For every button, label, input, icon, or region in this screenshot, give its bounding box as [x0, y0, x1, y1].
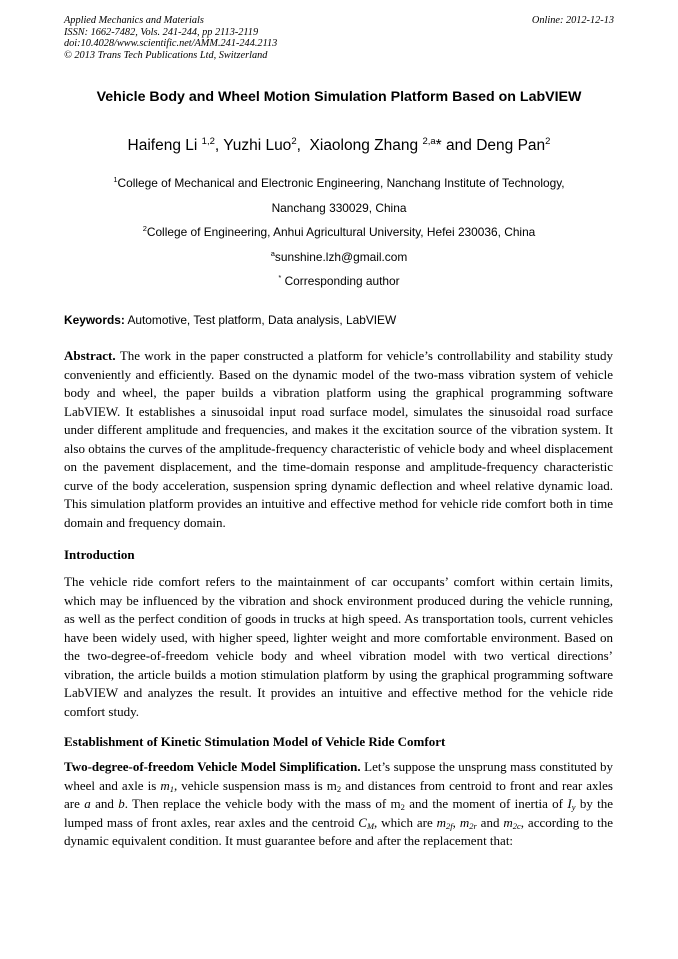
body-text: Let’s suppose the unsprung mass constituted by wheel and axle is	[64, 759, 614, 793]
affiliation-mark: 1	[113, 175, 118, 184]
math-subscript: 2	[336, 783, 342, 794]
journal-name: Applied Mechanics and Materials	[64, 15, 204, 26]
math-subscript: 2c	[512, 820, 521, 831]
math-symbol: m	[503, 814, 513, 830]
affiliation-text: College of Engineering, Anhui Agricultural University, Hefei 230036, China	[146, 225, 536, 239]
affiliation-text: College of Mechanical and Electronic Engineering, Nanchang Institute of Technology,	[117, 176, 565, 190]
abstract-text: The work in the paper constructed a platform for vehicle’s controllability and stability study conveniently and efficiently. Based on the dynamic model of the two-mass vibration system of vehicle body and wheel, the paper builds a vibration platform using the graphical programming software LabVIEW. It establishes a sinusoidal input road surface model, simulates the sinusoidal road surface under different amplitude and frequencies, and makes it the excitation source of the vibration system. It also obtains the curves of the amplitude-frequency characteristic of vehicle body and wheel displacement on the pavement displacement, and the time-domain response and amplitude-frequency characteristic curve of the body acceleration, suspension spring dynamic deflection and wheel relative dynamic load. This simulation platform provides an intuitive and effective method for vehicle ride comfort both in time domain and frequency domain.	[64, 348, 614, 530]
copyright-line: © 2013 Trans Tech Publications Ltd, Switzerland	[64, 49, 268, 61]
section-paragraph	[64, 758, 613, 851]
author-list: Haifeng Li $^{1,2}$, Yuzhi Luo$^2$, Xiaolong Zhang $^{2,a}$* and Deng Pan$^2$	[127, 136, 551, 154]
body-text: . Then replace the vehicle body with the mass of m	[124, 796, 401, 811]
body-text: and	[480, 814, 500, 830]
affiliation-2	[0, 225, 678, 240]
abstract-paragraph	[64, 347, 613, 532]
abstract-label: Abstract.	[64, 348, 116, 363]
math-symbol: m	[436, 814, 447, 830]
body-text: and distances from centroid to front and rear axles are	[64, 777, 613, 811]
math-subscript: M	[366, 820, 375, 831]
author-affiliation-mark: 1,2	[201, 136, 215, 147]
math-subscript: 2f	[446, 820, 453, 831]
math-subscript: 1	[169, 783, 174, 794]
keywords-line	[64, 313, 396, 327]
author-name: Yuzhi Luo	[223, 137, 292, 154]
math-subscript: y	[571, 802, 576, 812]
body-text: by the lumped mass of front axles, rear axles and the centroid	[64, 796, 614, 830]
body-text: and the moment of inertia of	[409, 796, 564, 811]
math-subscript: 2	[400, 802, 405, 812]
math-symbol: m	[160, 777, 170, 793]
author-name: Xiaolong Zhang	[309, 137, 419, 154]
math-symbol: I	[567, 796, 572, 811]
body-text: , vehicle suspension mass is m	[174, 777, 337, 793]
body-text: , according to the dynamic equivalent condition. It must guarantee before and after the replacement that:	[64, 814, 613, 848]
corresponding-note-text: Corresponding author	[284, 274, 400, 288]
body-text: , which are	[374, 814, 433, 830]
keywords-label: Keywords:	[64, 313, 125, 327]
author-email	[0, 250, 678, 265]
math-subscript: 2r	[469, 820, 477, 831]
online-date: Online: 2012-12-13	[531, 15, 614, 26]
email-address[interactable]: sunshine.lzh@gmail.com	[274, 250, 408, 264]
subsection-heading: Two-degree-of-freedom Vehicle Model Simplification.	[64, 759, 361, 774]
corresponding-note	[0, 274, 678, 289]
keywords-text: Automotive, Test platform, Data analysis, LabVIEW	[127, 313, 397, 327]
author-affiliation-mark: 2,a	[422, 136, 436, 147]
paper-title: Vehicle Body and Wheel Motion Simulation Platform Based on LabVIEW	[96, 89, 582, 105]
introduction-paragraph: The vehicle ride comfort refers to the maintainment of car occupants’ comfort within certain limits, which may be influenced by the vibration and shock environment produced during the vehicle running, as well as the perfect condition of goods in trucks at high speed. As transportation tools, current vehicles have been widely used, with higher speed, lighter weight and more comfortable environment. Based on the two-degree-of-freedom vehicle body and wheel vibration model with two vertical directions’ vibration, the article builds a motion stimulation platform by using the graphical programming software LabVIEW and analyzes the result. It provides an intuitive and effective method for the vehicle ride comfort study.	[64, 574, 613, 719]
author-name: Deng Pan	[476, 137, 546, 154]
corresponding-mark: *	[435, 137, 442, 154]
author-conjunction: and	[446, 137, 472, 154]
journal-header	[64, 15, 277, 61]
math-symbol: m	[459, 814, 470, 830]
body-text: ,	[452, 814, 456, 830]
issn-line: ISSN: 1662-7482, Vols. 241-244, pp 2113-2119	[64, 26, 259, 38]
math-symbol: b	[118, 796, 125, 811]
math-symbol: C	[358, 814, 367, 830]
author-affiliation-mark: 2	[545, 136, 551, 147]
math-symbol: a	[84, 796, 91, 811]
affiliation-1-city: Nanchang 330029, China	[271, 201, 407, 215]
corresponding-note-mark: *	[278, 273, 282, 282]
introduction-heading: Introduction	[64, 547, 135, 562]
author-name: Haifeng Li	[127, 137, 198, 154]
affiliation-mark: 2	[142, 224, 147, 233]
section-heading: Establishment of Kinetic Stimulation Model of Vehicle Ride Comfort	[64, 734, 446, 749]
email-mark: a	[270, 249, 275, 258]
body-text: and	[95, 796, 114, 811]
author-affiliation-mark: 2	[291, 136, 297, 147]
doi-line[interactable]: doi:10.4028/www.scientific.net/AMM.241-244.2113	[64, 38, 278, 49]
affiliation-1	[0, 176, 678, 191]
